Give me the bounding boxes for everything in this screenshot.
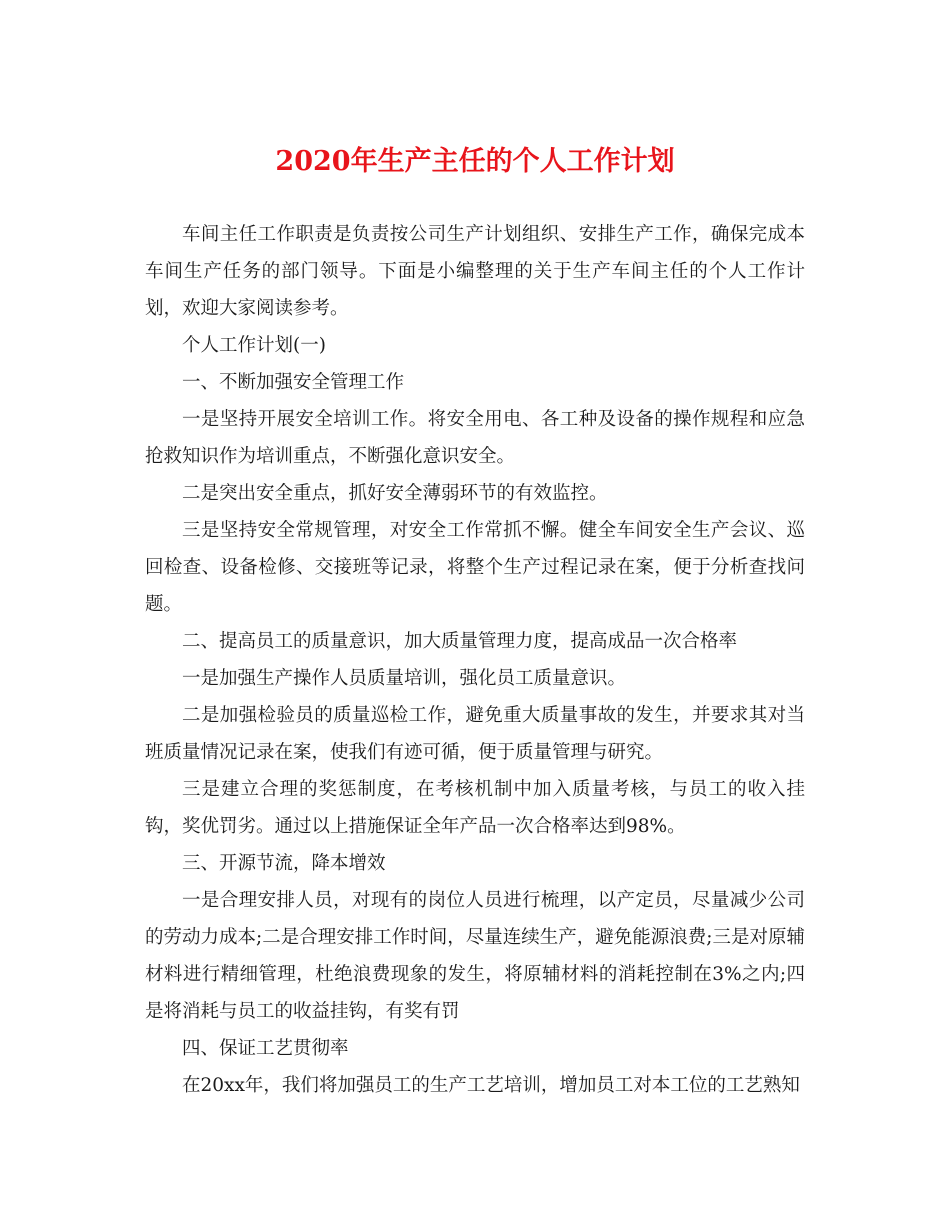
process-paragraph: 在20xx年，我们将加强员工的生产工艺培训，增加员工对本工位的工艺熟知 xyxy=(182,1075,800,1096)
intro-paragraph: 车间主任工作职责是负责按公司生产计划组织、安排生产工作，确保完成本车间生产任务的部门领导。下面是小编整理的关于生产车间主任的个人工作计划，欢迎大家阅读参考。 xyxy=(145,224,805,319)
section-heading-safety: 一、不断加强安全管理工作 xyxy=(182,372,405,393)
safety-item-one: 一是坚持开展安全培训工作。将安全用电、各工种及设备的操作规程和应急抢救知识作为培训重点，不断强化意识安全。 xyxy=(145,409,805,467)
quality-item-three: 三是建立合理的奖惩制度，在考核机制中加入质量考核，与员工的收入挂钩，奖优罚劣。通过以上措施保证全年产品一次合格率达到98%。 xyxy=(145,779,805,837)
section-heading-plan-one: 个人工作计划(一) xyxy=(182,335,326,356)
cost-paragraph: 一是合理安排人员，对现有的岗位人员进行梳理，以产定员，尽量减少公司的劳动力成本;二是合理安排工作时间，尽量连续生产，避免能源浪费;三是对原辅材料进行精细管理，杜绝浪费现象的发生，将原辅材料的消耗控制在3%之内;四是将消耗与员工的收益挂钩，有奖有罚 xyxy=(145,890,805,1022)
safety-item-three: 三是坚持安全常规管理，对安全工作常抓不懈。健全车间安全生产会议、巡回检查、设备检修、交接班等记录，将整个生产过程记录在案，便于分析查找问题。 xyxy=(145,520,805,615)
section-heading-process: 四、保证工艺贯彻率 xyxy=(182,1038,349,1059)
quality-item-two: 二是加强检验员的质量巡检工作，避免重大质量事故的发生，并要求其对当班质量情况记录在案，使我们有迹可循，便于质量管理与研究。 xyxy=(145,705,805,763)
document-body xyxy=(145,216,805,1104)
quality-item-one: 一是加强生产操作人员质量培训，强化员工质量意识。 xyxy=(182,668,627,689)
section-heading-cost: 三、开源节流，降本增效 xyxy=(182,853,386,874)
safety-item-two: 二是突出安全重点，抓好安全薄弱环节的有效监控。 xyxy=(182,483,608,504)
document-title: 2020年生产主任的个人工作计划 xyxy=(275,146,675,177)
section-heading-quality: 二、提高员工的质量意识，加大质量管理力度，提高成品一次合格率 xyxy=(182,631,738,652)
